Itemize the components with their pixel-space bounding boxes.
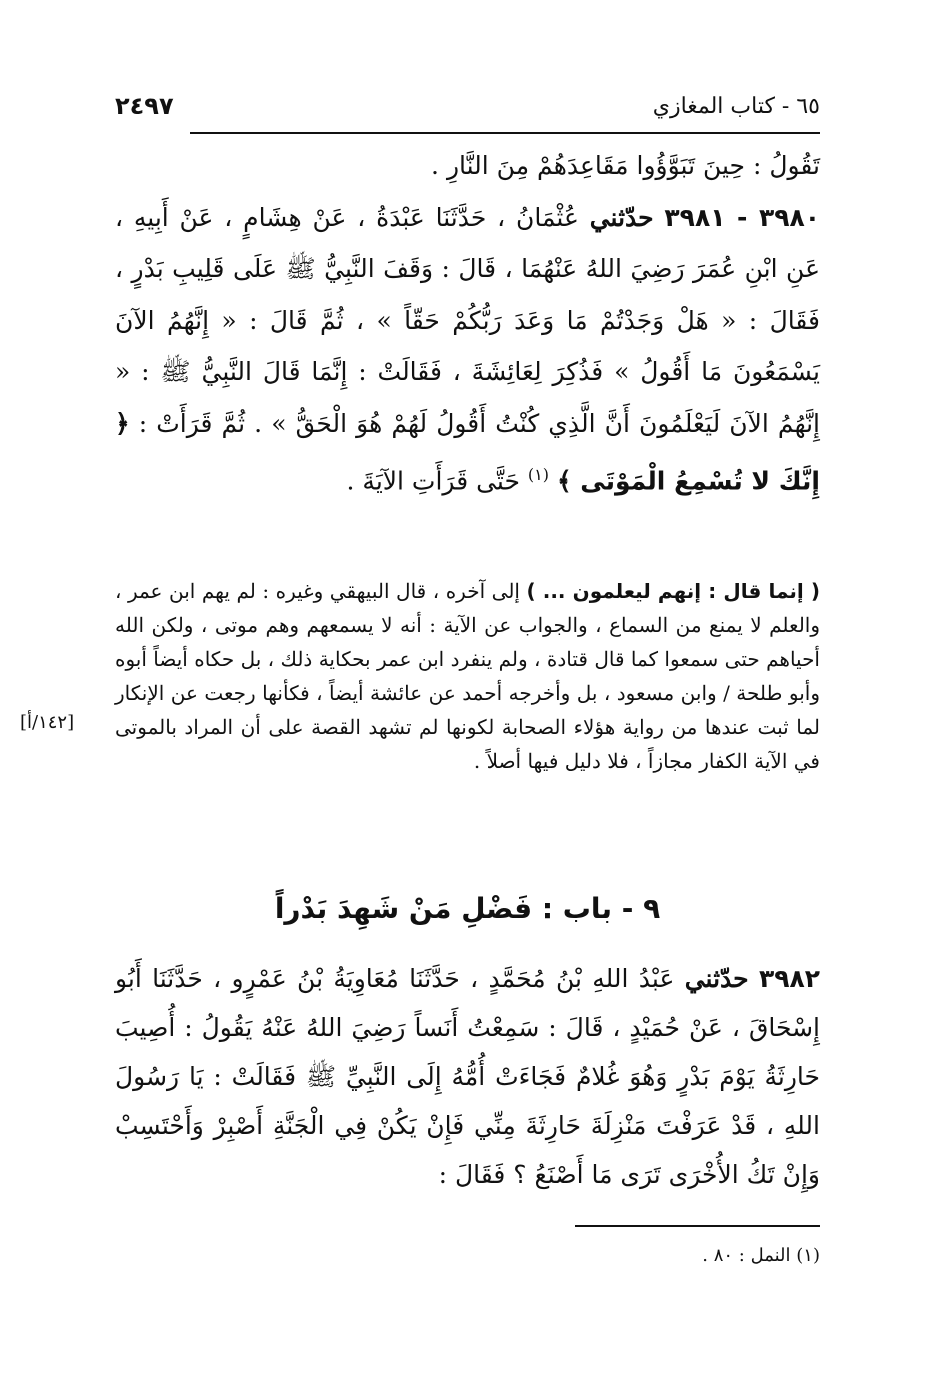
hadith-number: ٣٩٨٢ — [758, 964, 820, 993]
chapter-heading: ٩ - باب : فَضْلِ مَنْ شَهِدَ بَدْراً — [274, 892, 661, 925]
hadith-text: عَبْدُ اللهِ بْنُ مُحَمَّدٍ ، حَدَّثَنَا مُعَاوِيَةُ بْنُ عَمْرٍو ، حَدَّثَنَا أَبُو إِسْحَاقَ ، عَنْ حُمَيْدٍ ، قَالَ : سَمِعْتُ أَنَساً رَضِيَ اللهُ عَنْهُ يَقُولُ : أُصِيبَ حَارِثَةُ يَوْمَ بَدْرٍ وَهُوَ غُلامٌ فَجَاءَتْ أُمُّهُ إِلَى النَّبِيِّ ﷺ فَقَالَتْ : يَا رَسُولَ اللهِ ، قَدْ عَرَفْتَ مَنْزِلَةَ حَارِثَةَ مِنِّي فَإِنْ يَكُنْ فِي الْجَنَّةِ أَصْبِرْ وَأَحْتَسِبْ وَإِنْ تَكُ الأُخْرَى تَرَى مَا أَصْنَعُ ؟ فَقَالَ : — [115, 964, 820, 1189]
hadith-intro: حدّثني — [684, 964, 749, 993]
commentary-lemma: ( إنما قال : إنهم ليعلمون ... ) — [526, 579, 821, 603]
manuscript-folio-reference: [١٤٢/أ] — [20, 712, 75, 733]
running-title: ٦٥ - كتاب المغازي — [652, 93, 820, 119]
footnote-rule — [575, 1225, 820, 1227]
hadith-text-end: حَتَّى قَرَأَتِ الآيَةَ . — [346, 466, 520, 496]
footnote-reference: (١) — [527, 465, 549, 484]
page-number: ٢٤٩٧ — [115, 92, 174, 120]
quran-verse: ﴿ إِنَّكَ لا تُسْمِعُ الْمَوْتَى ﴾ — [115, 408, 820, 496]
page-header — [115, 88, 820, 124]
hadith-text: عُثْمَانُ ، حَدَّثَنَا عَبْدَةُ ، عَنْ هِشَامٍ ، عَنْ أَبِيهِ ، عَنِ ابْنِ عُمَرَ رَضِيَ اللهُ عَنْهُمَا ، قَالَ : وَقَفَ النَّبِيُّ ﷺ عَلَى قَلِيبِ بَدْرٍ ، فَقَالَ : « هَلْ وَجَدْتُمْ مَا وَعَدَ رَبُّكُمْ حَقّاً » ، ثُمَّ قَالَ : « إِنَّهُمُ الآنَ يَسْمَعُونَ مَا أَقُولُ » فَذُكِرَ لِعَائِشَةَ ، فَقَالَتْ : إِنَّمَا قَالَ النَّبِيُّ ﷺ : « إِنَّهُمُ الآنَ لَيَعْلَمُونَ أَنَّ الَّذِي كُنْتُ أَقُولُ لَهُمْ هُوَ الْحَقُّ » . ثُمَّ قَرَأَتْ : — [115, 202, 820, 438]
footnote: (١) النمل : ٨٠ . — [702, 1245, 820, 1266]
hadith-number: ٣٩٨٠ - ٣٩٨١ — [664, 202, 821, 232]
hadith-intro: حدّثني — [589, 202, 654, 232]
hadith-3980 — [115, 192, 820, 507]
commentary — [115, 574, 820, 778]
hadith-3982-block — [115, 954, 820, 1199]
commentary-paragraph — [115, 574, 820, 778]
hadith-3982 — [115, 954, 820, 1199]
main-text — [115, 140, 820, 507]
commentary-text: إلى آخره ، قال البيهقي وغيره : لم يهم ابن عمر ، والعلم لا يمنع من السماع ، والجواب عن الآية : أنه لا يسمعهم وهم موتى ، ولكن الله أحياهم حتى سمعوا كما قال قتادة ، ولم ينفرد ابن عمر بحكاية ذلك ، بل حكاه أيضاً أبوه وأبو طلحة / وابن مسعود ، بل وأخرجه أحمد عن عائشة أيضاً ، فكأنها رجعت عن الإنكار لما ثبت عندها من رواية هؤلاء الصحابة لكونها لم تشهد القصة على أن المراد بالموتى في الآية الكفار مجازاً ، فلا دليل فيها أصلاً . — [115, 579, 820, 773]
header-rule — [190, 132, 820, 134]
continuation-line: تَقُولُ : حِينَ تَبَوَّؤُوا مَقَاعِدَهُمْ مِنَ النَّارِ . — [431, 151, 820, 180]
